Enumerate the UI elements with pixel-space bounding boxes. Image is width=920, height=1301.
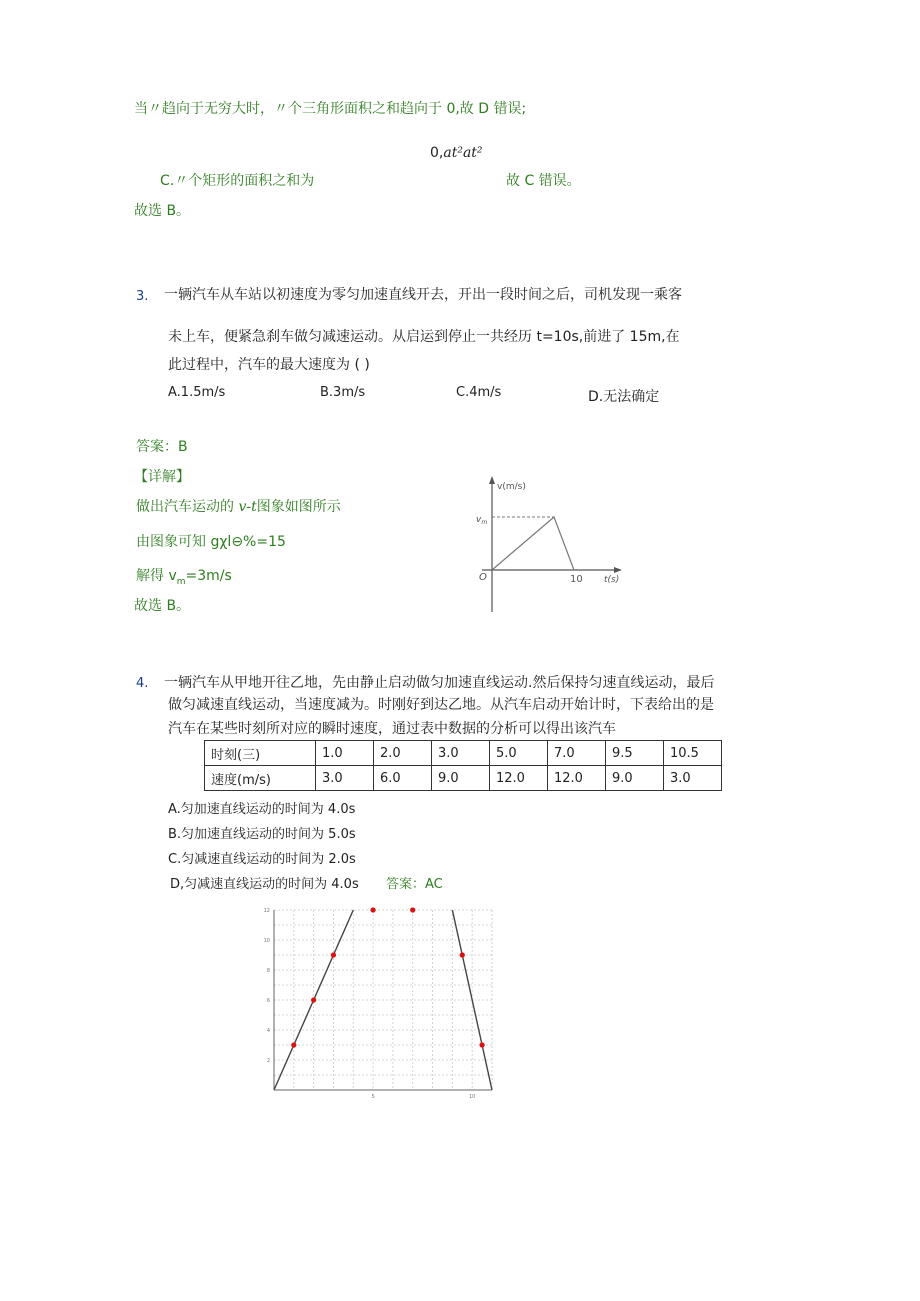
q3-graph-velocity-line xyxy=(492,517,574,570)
q3-option-b: B.3m/s xyxy=(320,385,366,400)
q3-graph-origin: O xyxy=(479,572,487,583)
q3-conclusion: 故选 B。 xyxy=(134,598,191,614)
q3-graph-y-arrow xyxy=(489,476,495,484)
data-point xyxy=(291,1042,296,1047)
data-point xyxy=(370,907,375,912)
table-cell: 1.0 xyxy=(316,741,374,766)
table-cell: 9.5 xyxy=(606,741,664,766)
y-tick-label: 4 xyxy=(266,1028,270,1034)
q3-graph-x-arrow xyxy=(614,567,622,573)
q3-detail-line-1-suffix: 图象如图所示 xyxy=(256,499,341,515)
q2-conclusion: 故选 B。 xyxy=(134,203,191,219)
table-cell: 7.0 xyxy=(548,741,606,766)
y-tick-label: 6 xyxy=(266,998,270,1004)
x-tick-label: 10 xyxy=(468,1094,476,1100)
y-tick-label: 10 xyxy=(263,938,270,944)
q4-number: 4. xyxy=(136,676,149,691)
q3-line-2: 未上车，便紧急刹车做匀减速运动。从启运到停止一共经历 t=10s,前进了 15m,在 xyxy=(168,329,680,345)
q3-vt-graph xyxy=(470,470,630,615)
q3-option-a: A.1.5m/s xyxy=(168,385,226,400)
y-tick-label: 12 xyxy=(263,908,270,914)
q2-formula xyxy=(430,144,483,162)
q3-detail-line-1-var: v-t xyxy=(238,499,257,515)
q3-number: 3. xyxy=(136,289,149,304)
table-cell: 5.0 xyxy=(490,741,548,766)
data-point xyxy=(410,907,415,912)
q4-option-a: A.匀加速直线运动的时间为 4.0s xyxy=(168,802,356,817)
y-tick-label: 8 xyxy=(266,968,270,974)
q2-option-c-right: 故 C 错误。 xyxy=(506,173,581,189)
table-cell: 9.0 xyxy=(606,766,664,791)
data-point xyxy=(331,952,336,957)
q3-graph-x-label: t(s) xyxy=(604,575,620,585)
q4-velocity-chart xyxy=(256,900,506,1105)
table-cell: 2.0 xyxy=(374,741,432,766)
q3-line-1: 一辆汽车从车站以初速度为零匀加速直线开去，开出一段时间之后，司机发现一乘客 xyxy=(164,287,682,303)
q4-option-b: B.匀加速直线运动的时间为 5.0s xyxy=(168,827,356,842)
q3-graph-t-end: 10 xyxy=(570,574,583,585)
table-header-speed: 速度(m/s) xyxy=(205,766,316,791)
q3-detail-line-1 xyxy=(136,498,341,516)
data-point xyxy=(460,952,465,957)
q2-formula-zero: 0, xyxy=(430,145,444,161)
y-tick-label: 2 xyxy=(266,1058,270,1064)
table-cell: 3.0 xyxy=(316,766,374,791)
q2-line-1: 当〃趋向于无穷大时，〃个三角形面积之和趋向于 0,故 D 错误; xyxy=(134,101,527,117)
q2-formula-terms: at²at² xyxy=(443,145,483,161)
q4-line-1: 一辆汽车从甲地开往乙地，先由静止启动做匀加速直线运动.然后保持匀速直线运动，最后 xyxy=(164,675,715,691)
table-row xyxy=(205,766,722,791)
x-tick-label: 5 xyxy=(371,1094,375,1100)
data-point xyxy=(479,1042,484,1047)
q3-detail-label: 【详解】 xyxy=(134,469,190,485)
q4-option-c: C.匀减速直线运动的时间为 2.0s xyxy=(168,852,356,867)
q3-detail-line-3-sub: m xyxy=(176,576,186,587)
table-cell: 12.0 xyxy=(490,766,548,791)
q3-graph-vm-label: $v_m$ xyxy=(476,515,488,526)
q3-detail-line-3-prefix: 解得 v xyxy=(136,568,177,584)
q2-option-c-left: C.〃个矩形的面积之和为 xyxy=(160,173,315,189)
q3-answer: 答案：B xyxy=(136,439,188,455)
q3-detail-line-2: 由图象可知 gχl⊖%=15 xyxy=(136,534,286,550)
table-cell: 3.0 xyxy=(432,741,490,766)
table-row xyxy=(205,741,722,766)
q4-option-d: D,匀减速直线运动的时间为 4.0s xyxy=(170,877,359,892)
data-point xyxy=(311,997,316,1002)
table-cell: 6.0 xyxy=(374,766,432,791)
q3-graph-y-label: v(m/s) xyxy=(497,482,526,492)
q4-line-2: 做匀减速直线运动，当速度减为。时刚好到达乙地。从汽车启动开始计时，下表给出的是 xyxy=(168,697,714,713)
q3-detail-line-3 xyxy=(136,567,232,591)
table-cell: 12.0 xyxy=(548,766,606,791)
q3-line-3: 此过程中，汽车的最大速度为 ( ) xyxy=(168,357,370,373)
q3-detail-line-3-suffix: =3m/s xyxy=(185,568,232,584)
table-cell: 3.0 xyxy=(664,766,722,791)
q4-line-3: 汽车在某些时刻所对应的瞬时速度，通过表中数据的分析可以得出该汽车 xyxy=(168,721,616,737)
q3-option-c: C.4m/s xyxy=(456,385,502,400)
q3-detail-line-1-prefix: 做出汽车运动的 xyxy=(136,499,234,515)
q4-velocity-table xyxy=(204,740,722,791)
q3-option-d: D.无法确定 xyxy=(588,389,660,405)
table-header-time: 时刻(三) xyxy=(205,741,316,766)
table-cell: 10.5 xyxy=(664,741,722,766)
table-cell: 9.0 xyxy=(432,766,490,791)
q4-answer: 答案：AC xyxy=(386,877,443,892)
